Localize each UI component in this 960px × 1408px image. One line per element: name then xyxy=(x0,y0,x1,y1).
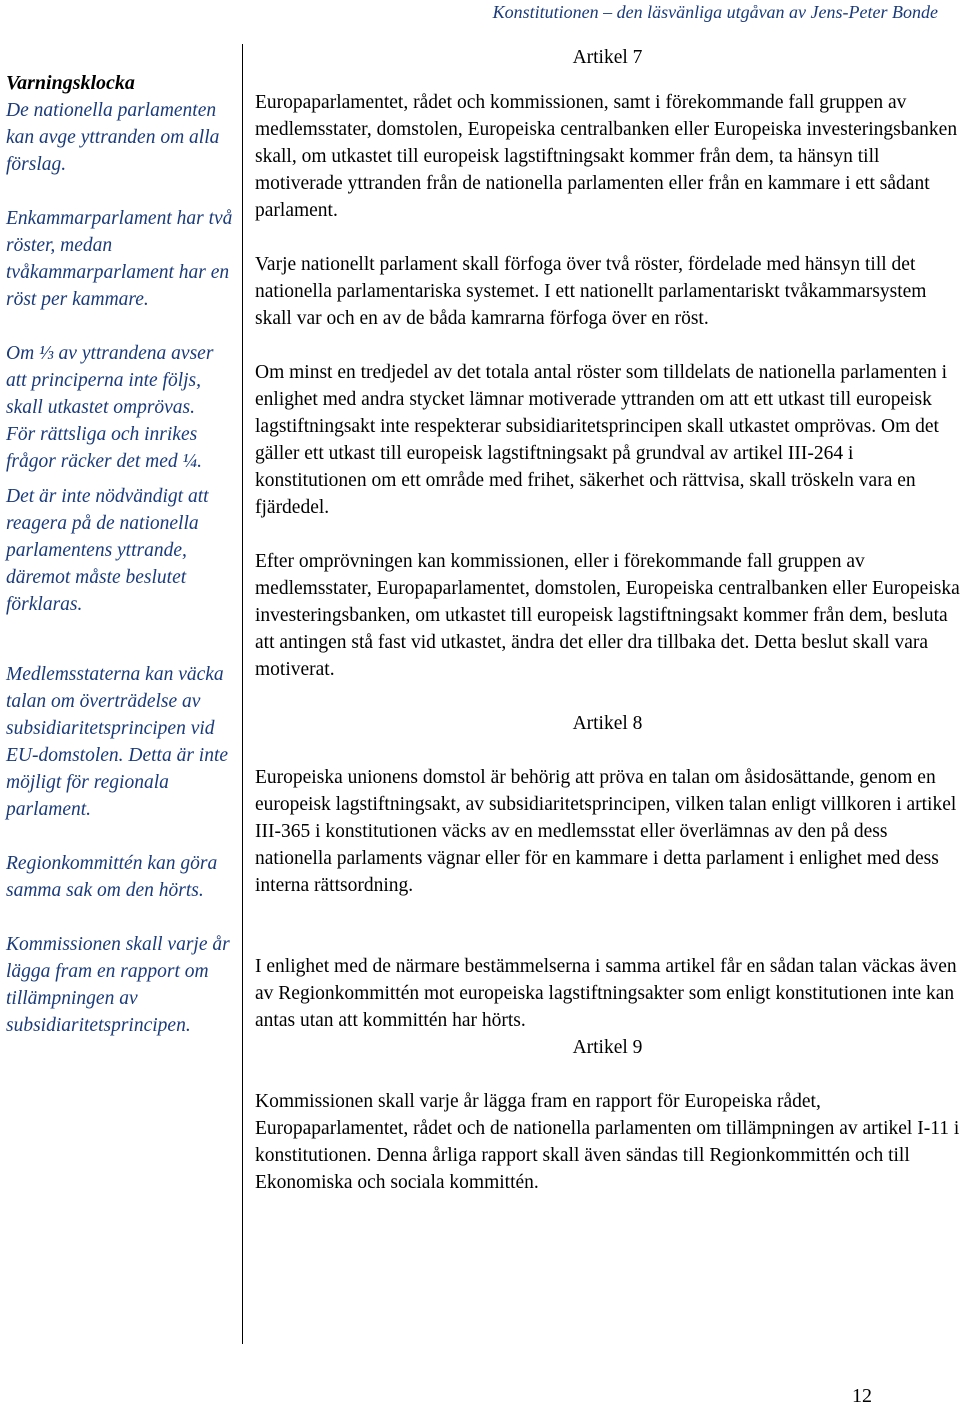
article-7-paragraph: Europaparlamentet, rådet och kommissionen, samt i förekommande fall gruppen av medlemsstater, domstolen, Europeiska centralbanken eller Europeiska investeringsbanken skall, om utkastet till europeisk lagstiftningsakt kommer från dem, ta hänsyn till motiverade yttranden från de nationella parlamenten eller från en kammare i ett sådant parlament. xyxy=(255,92,958,221)
article-7-paragraph: Efter omprövningen kan kommissionen, eller i förekommande fall gruppen av medlemsstater, Europaparlamentet, domstolen, Europeiska centralbanken eller Europeiska investeringsbanken, om utkastet till europeisk lagstiftningsakt kommer från dem, besluta att antingen stå fast vid utkastet, ändra det eller dra tillbaka det. Detta beslut skall vara motiverat. xyxy=(255,551,960,680)
article-8-title: Artikel 8 xyxy=(572,713,643,734)
page-header: Konstitutionen – den läsvänliga utgåvan av Jens-Peter Bonde xyxy=(492,2,938,22)
margin-note: Medlemsstaterna kan väcka talan om överträdelse av subsidiaritetsprincipen vid EU-domstolen. Detta är inte möjligt för regionala parlament. xyxy=(6,664,229,820)
margin-note: Det är inte nödvändigt att reagera på de nationella parlamentens yttrande, däremot måste beslutet förklaras. xyxy=(6,486,209,615)
margin-note xyxy=(6,340,238,618)
article-7-title: Artikel 7 xyxy=(572,47,643,68)
article-9-paragraph: Kommissionen skall varje år lägga fram en rapport för Europeiska rådet, Europaparlamentet, rådet och de nationella parlamenten om tillämpningen av artikel I-11 i konstitutionen. Denna årliga rapport skall även sändas till Regionkommittén och till Ekonomiska och sociala kommittén. xyxy=(255,1091,960,1193)
warning-title: Varningsklocka xyxy=(6,72,135,94)
margin-note: Om ⅓ av yttrandena avser att principerna inte följs, skall utkastet omprövas. xyxy=(6,343,214,418)
article-8-paragraph: I enlighet med de närmare bestämmelserna i samma artikel får en sådan talan väckas även av Regionkommittén mot europeiska lagstiftningsakter som enligt konstitutionen inte kan antas utan att kommittén har hörts. xyxy=(255,956,957,1031)
article-8-paragraph: Europeiska unionens domstol är behörig att pröva en talan om åsidosättande, genom en europeisk lagstiftningsakt, av subsidiaritetsprincipen, vilken talan enligt villkoren i artikel III-365 i konstitutionen väcks av en medlemsstat eller överlämnas av den på dess nationella parlaments vägnar eller för en kammare i detta parlament i enlighet med dess interna rättsordning. xyxy=(255,767,957,896)
column-divider xyxy=(242,44,243,1344)
margin-notes xyxy=(6,70,238,1066)
article-9-title: Artikel 9 xyxy=(572,1037,643,1058)
margin-note: Regionkommittén kan göra samma sak om den hörts. xyxy=(6,853,218,901)
margin-note: Kommissionen skall varje år lägga fram en rapport om tillämpningen av subsidiaritetsprincipen. xyxy=(6,934,230,1036)
article-7-paragraph: Varje nationellt parlament skall förfoga över två röster, fördelade med hänsyn till det nationella parlamentariska systemet. I ett nationellt parlamentariskt tvåkammarsystem skall var och en av de båda kamrarna förfoga över en röst. xyxy=(255,254,927,329)
margin-note: För rättsliga och inrikes frågor räcker det med ¼. xyxy=(6,424,203,472)
main-text xyxy=(255,44,960,1196)
page-number: 12 xyxy=(852,1385,872,1407)
margin-note: De nationella parlamenten kan avge yttranden om alla förslag. xyxy=(6,100,220,175)
warning-note xyxy=(6,70,238,178)
margin-note: Enkammarparlament har två röster, medan tvåkammarparlament har en röst per kammare. xyxy=(6,208,233,310)
article-7-paragraph: Om minst en tredjedel av det totala antal röster som tilldelats de nationella parlamenten i enlighet med andra stycket lämnar motiverade yttranden om att ett utkast till europeisk lagstiftningsakt inte respekterar subsidiaritetsprincipen skall utkastet omprövas. Om det gäller ett utkast till europeisk lagstiftningsakt på grundval av artikel III-264 i konstitutionen om ett område med frihet, säkerhet och rättvisa, skall tröskeln vara en fjärdedel. xyxy=(255,362,948,518)
